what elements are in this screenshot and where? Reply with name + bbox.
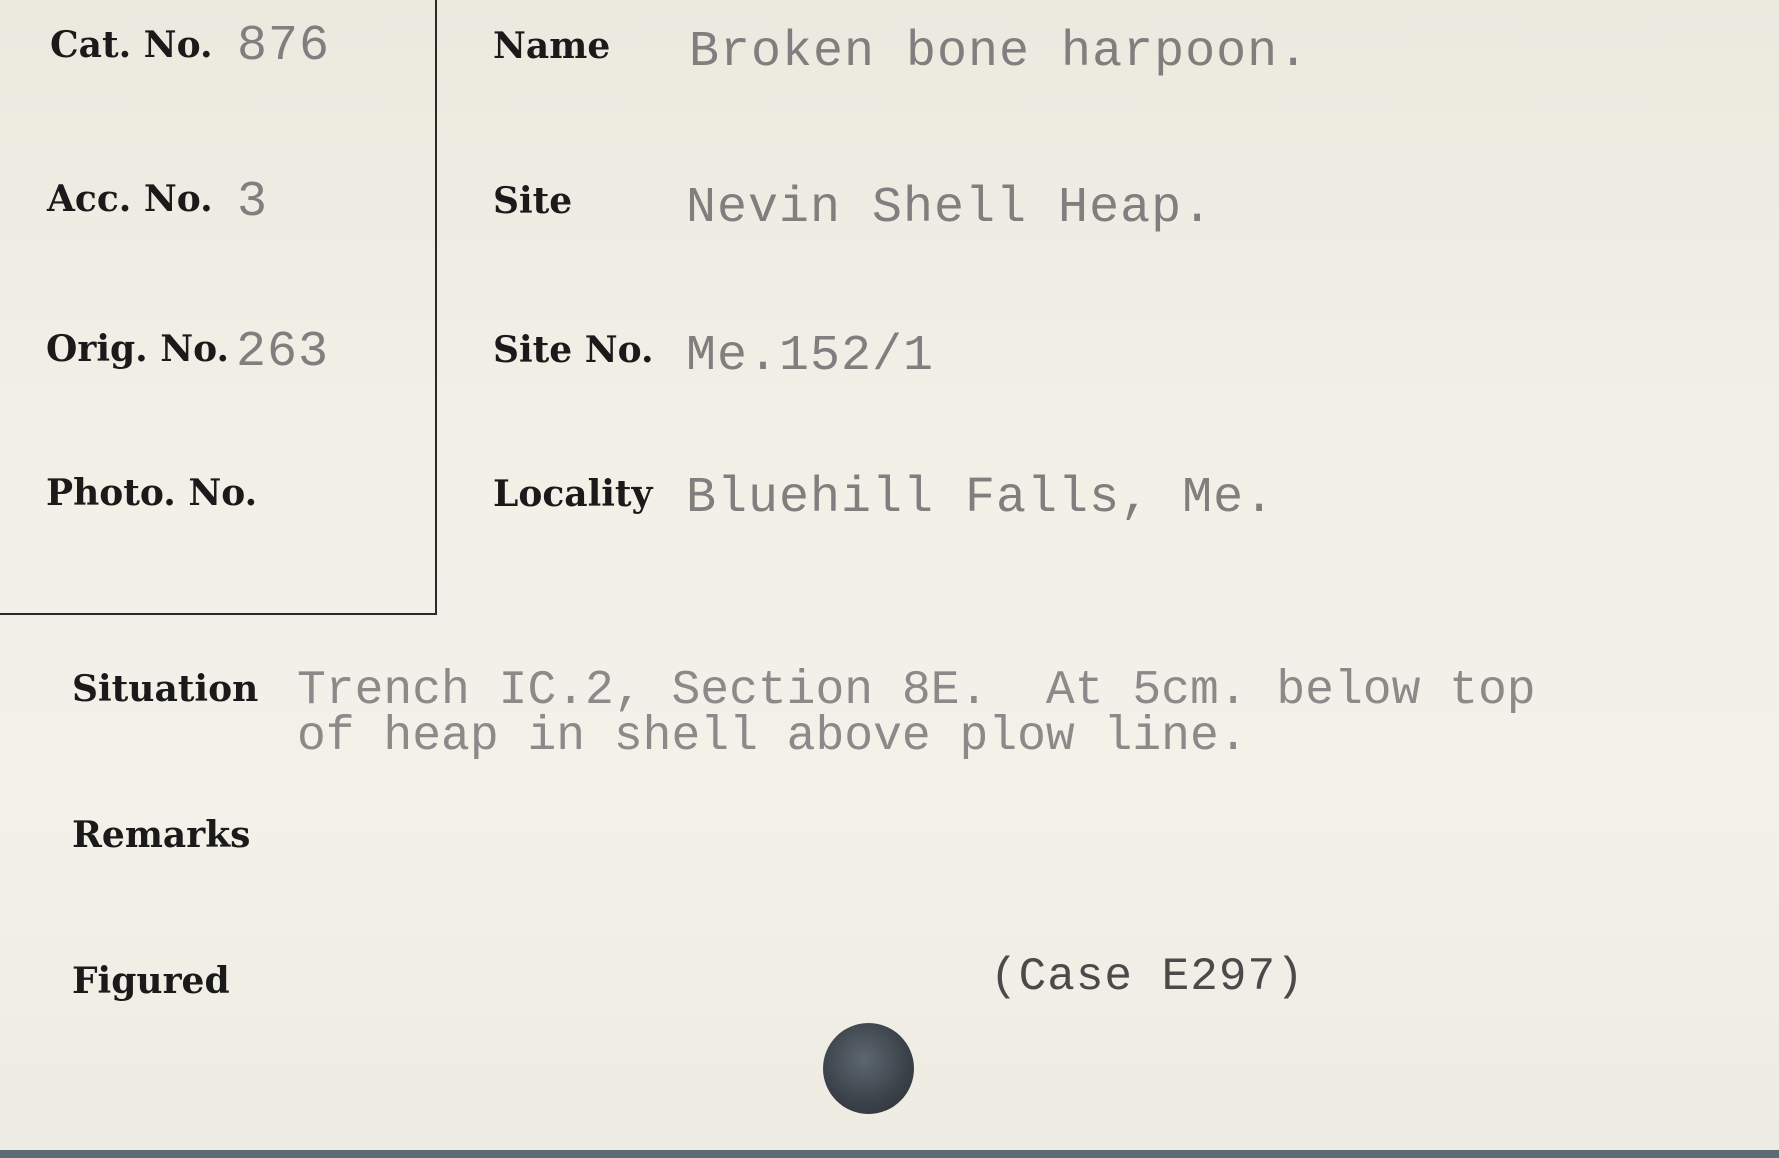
locality-label: Locality	[493, 473, 653, 515]
remarks-label: Remarks	[72, 814, 251, 856]
figured-label: Figured	[72, 960, 230, 1002]
site-no-value: Me.152/1	[686, 328, 935, 385]
situation-line-2: of heap in shell above plow line.	[297, 710, 1248, 764]
acc-no-label: Acc. No.	[47, 178, 213, 220]
site-no-label: Site No.	[493, 329, 654, 371]
orig-no-value: 263	[236, 324, 330, 381]
situation-line-1: Trench IC.2, Section 8E. At 5cm. below top	[297, 664, 1536, 718]
case-note: (Case E297)	[990, 951, 1305, 1003]
locality-value: Bluehill Falls, Me.	[686, 470, 1276, 527]
photo-no-label: Photo. No.	[46, 472, 258, 514]
card-bottom-edge	[0, 1150, 1779, 1158]
situation-label: Situation	[72, 668, 259, 710]
cat-no-label: Cat. No.	[50, 24, 213, 66]
situation-text	[297, 664, 1536, 764]
id-numbers-box	[0, 0, 437, 615]
name-value: Broken bone harpoon.	[689, 24, 1310, 81]
site-label: Site	[493, 180, 573, 222]
cat-no-value: 876	[237, 18, 331, 75]
acc-no-value: 3	[237, 174, 269, 231]
site-value: Nevin Shell Heap.	[686, 180, 1214, 237]
orig-no-label: Orig. No.	[46, 328, 230, 370]
name-label: Name	[493, 25, 611, 67]
punch-hole	[823, 1023, 914, 1114]
